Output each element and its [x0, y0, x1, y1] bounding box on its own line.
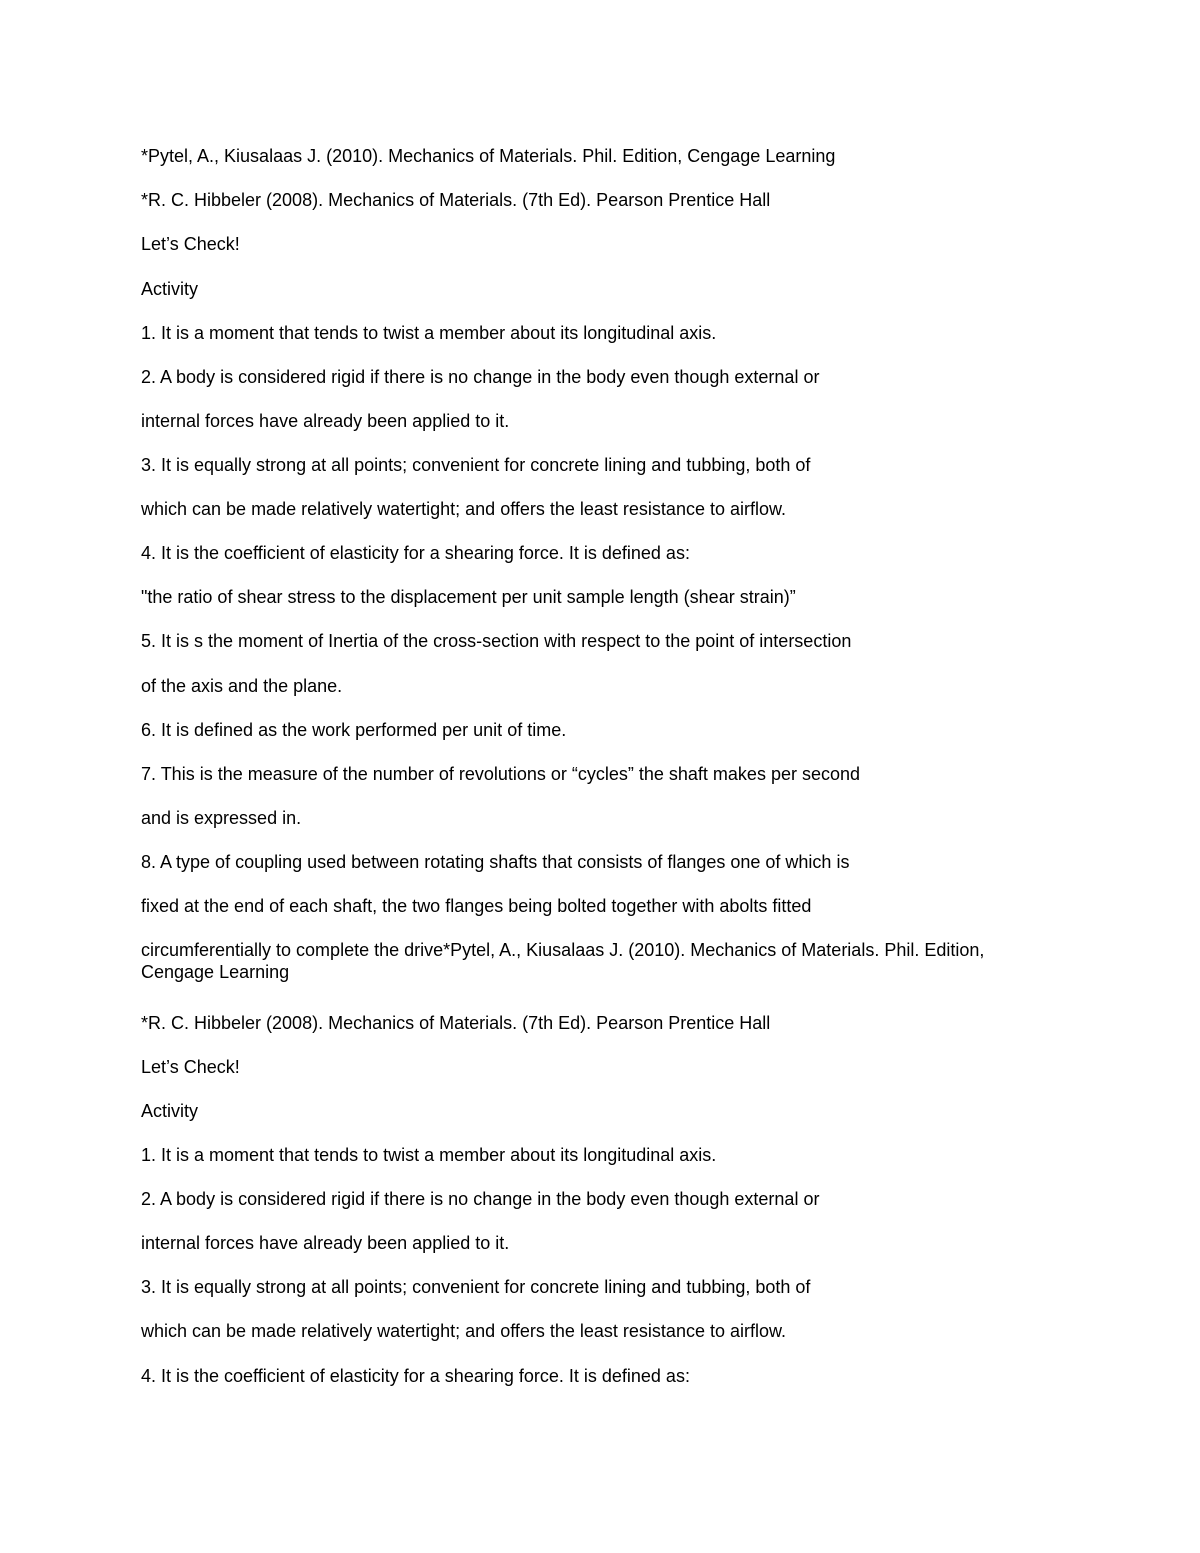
activity-item-3-repeat: 3. It is equally strong at all points; convenient for concrete lining and tubbing, both of: [141, 1277, 811, 1297]
activity-item-2-cont-repeat: internal forces have already been applied to it.: [141, 1233, 510, 1253]
activity-item-2-repeat: 2. A body is considered rigid if there is no change in the body even though external or: [141, 1189, 820, 1209]
activity-item-7-cont: and is expressed in.: [141, 808, 302, 828]
activity-item-3: 3. It is equally strong at all points; convenient for concrete lining and tubbing, both of: [141, 455, 811, 475]
lets-check-heading-repeat: Let’s Check!: [141, 1057, 240, 1077]
activity-item-1-repeat: 1. It is a moment that tends to twist a member about its longitudinal axis.: [141, 1145, 717, 1165]
activity-item-5: 5. It is s the moment of Inertia of the cross-section with respect to the point of intersection: [141, 631, 852, 651]
activity-item-3-cont-repeat: which can be made relatively watertight; and offers the least resistance to airflow.: [141, 1321, 787, 1341]
reference-hibbeler: *R. C. Hibbeler (2008). Mechanics of Materials. (7th Ed). Pearson Prentice Hall: [141, 190, 771, 210]
activity-item-2-cont: internal forces have already been applied to it.: [141, 411, 510, 431]
lets-check-heading: Let’s Check!: [141, 234, 240, 254]
activity-item-7: 7. This is the measure of the number of revolutions or “cycles” the shaft makes per second: [141, 764, 861, 784]
activity-item-4-repeat: 4. It is the coefficient of elasticity for a shearing force. It is defined as:: [141, 1366, 690, 1386]
activity-item-3-cont: which can be made relatively watertight; and offers the least resistance to airflow.: [141, 499, 787, 519]
activity-item-8-cont: fixed at the end of each shaft, the two flanges being bolted together with abolts fitted: [141, 896, 812, 916]
activity-item-4: 4. It is the coefficient of elasticity for a shearing force. It is defined as:: [141, 543, 690, 563]
activity-item-5-cont: of the axis and the plane.: [141, 676, 343, 696]
reference-pytel: *Pytel, A., Kiusalaas J. (2010). Mechanics of Materials. Phil. Edition, Cengage Learning: [141, 146, 836, 166]
activity-heading: Activity: [141, 279, 199, 299]
activity-item-1: 1. It is a moment that tends to twist a member about its longitudinal axis.: [141, 323, 717, 343]
activity-heading-repeat: Activity: [141, 1101, 199, 1121]
activity-item-6: 6. It is defined as the work performed per unit of time.: [141, 720, 567, 740]
activity-item-8: 8. A type of coupling used between rotating shafts that consists of flanges one of which is: [141, 852, 850, 872]
activity-item-4-definition: "the ratio of shear stress to the displacement per unit sample length (shear strain)”: [141, 587, 796, 607]
activity-item-2: 2. A body is considered rigid if there is no change in the body even though external or: [141, 367, 820, 387]
reference-hibbeler-repeat: *R. C. Hibbeler (2008). Mechanics of Materials. (7th Ed). Pearson Prentice Hall: [141, 1013, 771, 1033]
activity-item-8-end-with-reference: circumferentially to complete the drive*Pytel, A., Kiusalaas J. (2010). Mechanics of Materials. Phil. Edition, Cengage Learning: [141, 940, 985, 982]
